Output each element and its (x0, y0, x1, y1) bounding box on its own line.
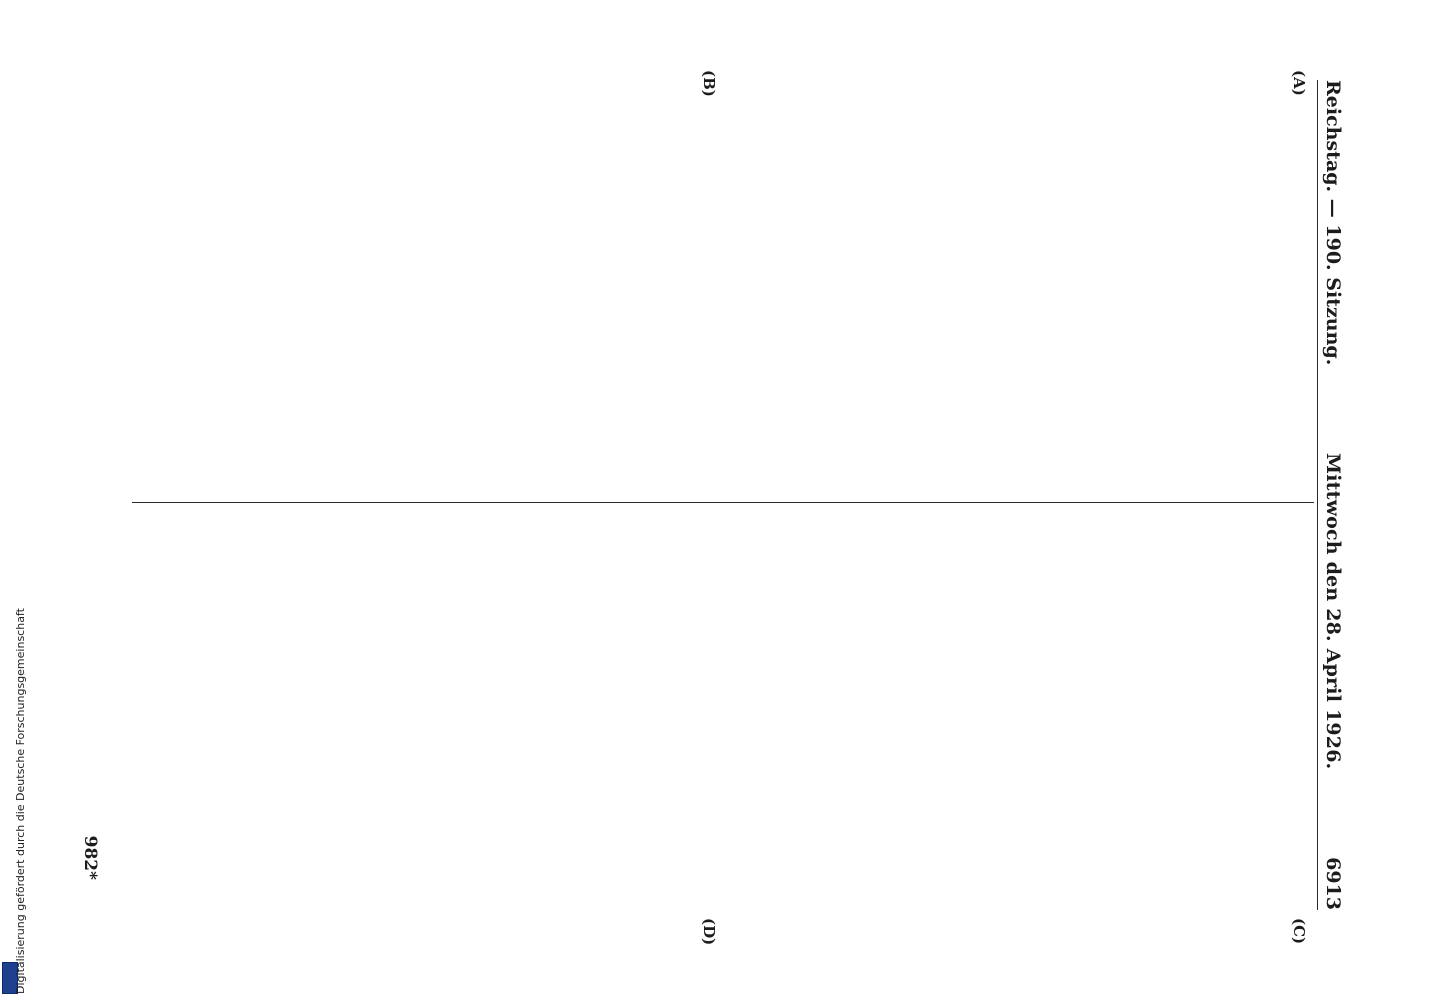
session-title: Reichstag. — 190. Sitzung. (1322, 80, 1344, 366)
funding-note: Digitalisierung gefördert durch die Deutsche Forschungsgemeinschaft (14, 608, 27, 994)
right-column (118, 515, 1312, 915)
left-column (118, 96, 1312, 496)
margin-label-c: (C) (1290, 918, 1308, 945)
page-header (1317, 80, 1348, 910)
column-divider (132, 502, 1314, 503)
session-date: Mittwoch den 28. April 1926. (1322, 452, 1344, 770)
page-number: 6913 (1322, 857, 1344, 910)
margin-label-b: (B) (700, 70, 718, 97)
margin-label-a: (A) (1290, 70, 1308, 96)
margin-label-d: (D) (700, 918, 718, 946)
signature-mark: 982* (80, 835, 100, 880)
